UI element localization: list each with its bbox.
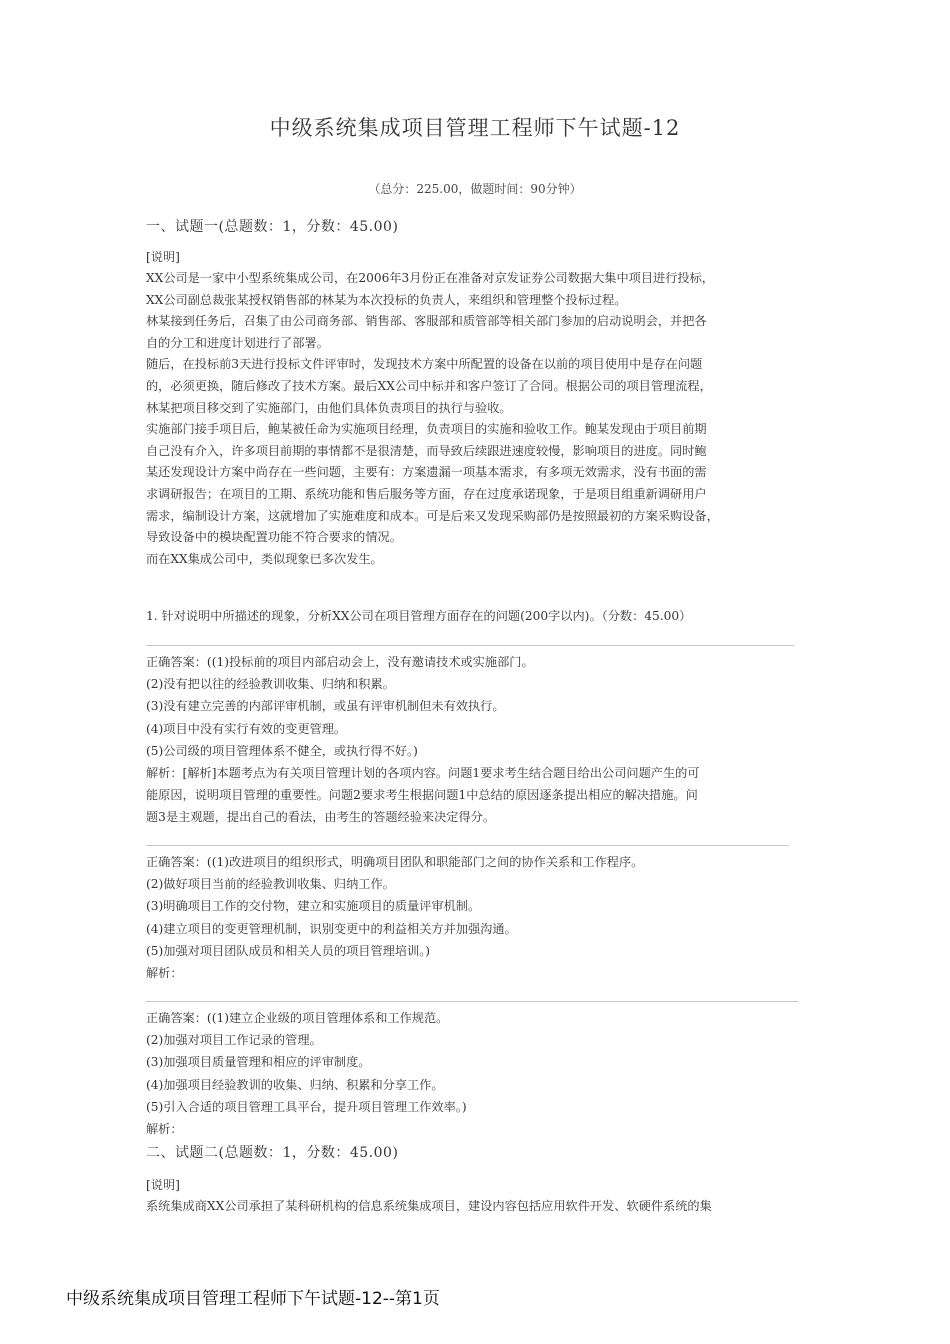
document-title: 中级系统集成项目管理工程师下午试题-12 xyxy=(269,116,681,140)
answer-line: (2)做好项目当前的经验教训收集、归纳工作。 xyxy=(146,877,395,892)
page-footer: 中级系统集成项目管理工程师下午试题-12--第1页 xyxy=(66,1289,440,1309)
paragraph-line: 系统集成商XX公司承担了某科研机构的信息系统集成项目，建设内容包括应用软件开发、软硬件系统的集 xyxy=(146,1199,712,1213)
paragraph-line: XX公司副总裁张某授权销售部的林某为本次投标的负责人，来组织和管理整个投标过程。 xyxy=(146,292,627,307)
answer-line: (5)公司级的项目管理体系不健全，或执行得不好。) xyxy=(146,743,418,758)
answer-line: 正确答案：((1)改进项目的组织形式，明确项目团队和职能部门之间的协作关系和工作程序。 xyxy=(146,855,644,869)
answer-line: (5)加强对项目团队成员和相关人员的项目管理培训。) xyxy=(146,943,431,958)
section-heading: 一、试题一(总题数：1，分数：45.00) xyxy=(146,219,399,235)
answer-line: (5)引入合适的项目管理工具平台，提升项目管理工作效率。) xyxy=(146,1099,467,1114)
answer-line: (2)加强对项目工作记录的管理。 xyxy=(146,1033,322,1048)
answer-line: (3)明确项目工作的交付物，建立和实施项目的质量评审机制。 xyxy=(146,899,481,914)
paragraph-line: 实施部门接手项目后，鲍某被任命为实施项目经理，负责项目的实施和验收工作。鲍某发现由于项目前期 xyxy=(146,422,707,437)
answer-line: (4)加强项目经验教训的收集、归纳、积累和分享工作。 xyxy=(146,1077,444,1092)
paragraph-line: 求调研报告；在项目的工期、系统功能和售后服务等方面，存在过度承诺现象，于是项目组重新调研用户 xyxy=(146,486,707,501)
analysis-line: 解析：[解析]本题考点为有关项目管理计划的各项内容。问题1要求考生结合题目给出公司问题产生的可 xyxy=(146,765,700,780)
section-heading: 二、试题二(总题数：1，分数：45.00) xyxy=(146,1145,399,1161)
paragraph-line: 导致设备中的模块配置功能不符合要求的情况。 xyxy=(146,530,402,545)
answer-line: (2)没有把以往的经验教训收集、归纳和积累。 xyxy=(146,677,395,692)
answer-line: 正确答案：((1)建立企业级的项目管理体系和工作规范。 xyxy=(146,1011,449,1025)
divider xyxy=(146,645,794,646)
analysis-line: 能原因，说明项目管理的重要性。问题2要求考生根据问题1中总结的原因逐条提出相应的解决措施。问 xyxy=(146,788,698,803)
paragraph-line: 需求，编制设计方案，这就增加了实施难度和成本。可是后来又发现采购部仍是按照最初的方案采购设备， xyxy=(146,508,719,523)
question-text: 1. 针对说明中所描述的现象，分析XX公司在项目管理方面存在的问题(200字以内)。（分数：45.00） xyxy=(146,609,692,623)
description-block xyxy=(146,1174,812,1218)
paragraph-line: 而在XX集成公司中，类似现象已多次发生。 xyxy=(146,551,383,566)
answer-line: (3)加强项目质量管理和相应的评审制度。 xyxy=(146,1055,371,1070)
answer-line: (3)没有建立完善的内部评审机制，或虽有评审机制但未有效执行。 xyxy=(146,699,505,714)
document-subtitle: （总分：225.00，做题时间：90分钟） xyxy=(368,182,582,196)
divider xyxy=(146,1001,798,1002)
answer-block-3 xyxy=(146,1007,812,1140)
answer-line: (4)建立项目的变更管理机制，识别变更中的利益相关方并加强沟通。 xyxy=(146,921,517,936)
paragraph-line: 林某把项目移交到了实施部门，由他们具体负责项目的执行与验收。 xyxy=(146,400,512,415)
description-block xyxy=(146,246,812,570)
answer-line: (4)项目中没有实行有效的变更管理。 xyxy=(146,721,347,736)
analysis-line: 解析： xyxy=(146,965,183,980)
divider xyxy=(146,845,789,846)
paragraph-line: 的，必须更换，随后修改了技术方案。最后XX公司中标并和客户签订了合同。根据公司的项目管理流程， xyxy=(146,378,712,393)
description-tag: [说明] xyxy=(146,1178,180,1192)
analysis-line: 解析： xyxy=(146,1121,183,1136)
paragraph-line: 自己没有介入，许多项目前期的事情都不是很清楚，而导致后续跟进速度较慢，影响项目的进度。同时鲍 xyxy=(146,443,707,458)
paragraph-line: XX公司是一家中小型系统集成公司，在2006年3月份正在准备对京发证券公司数据大集中项目进行投标， xyxy=(146,271,714,285)
paragraph-line: 林某接到任务后，召集了由公司商务部、销售部、客服部和质管部等相关部门参加的启动说明会，并把各 xyxy=(146,314,707,329)
answer-block-1 xyxy=(146,651,812,829)
paragraph-line: 随后，在投标前3天进行投标文件评审时，发现技术方案中所配置的设备在以前的项目使用中是存在问题 xyxy=(146,357,703,372)
description-tag: [说明] xyxy=(146,250,180,264)
answer-block-2 xyxy=(146,851,812,984)
paragraph-line: 某还发现设计方案中尚存在一些问题，主要有：方案遗漏一项基本需求，有多项无效需求，没有书面的需 xyxy=(146,465,707,480)
paragraph-line: 自的分工和进度计划进行了部署。 xyxy=(146,335,329,350)
answer-line: 正确答案：((1)投标前的项目内部启动会上，没有邀请技术或实施部门。 xyxy=(146,655,534,669)
analysis-line: 题3是主观题，提出自己的看法，由考生的答题经验来决定得分。 xyxy=(146,810,496,825)
